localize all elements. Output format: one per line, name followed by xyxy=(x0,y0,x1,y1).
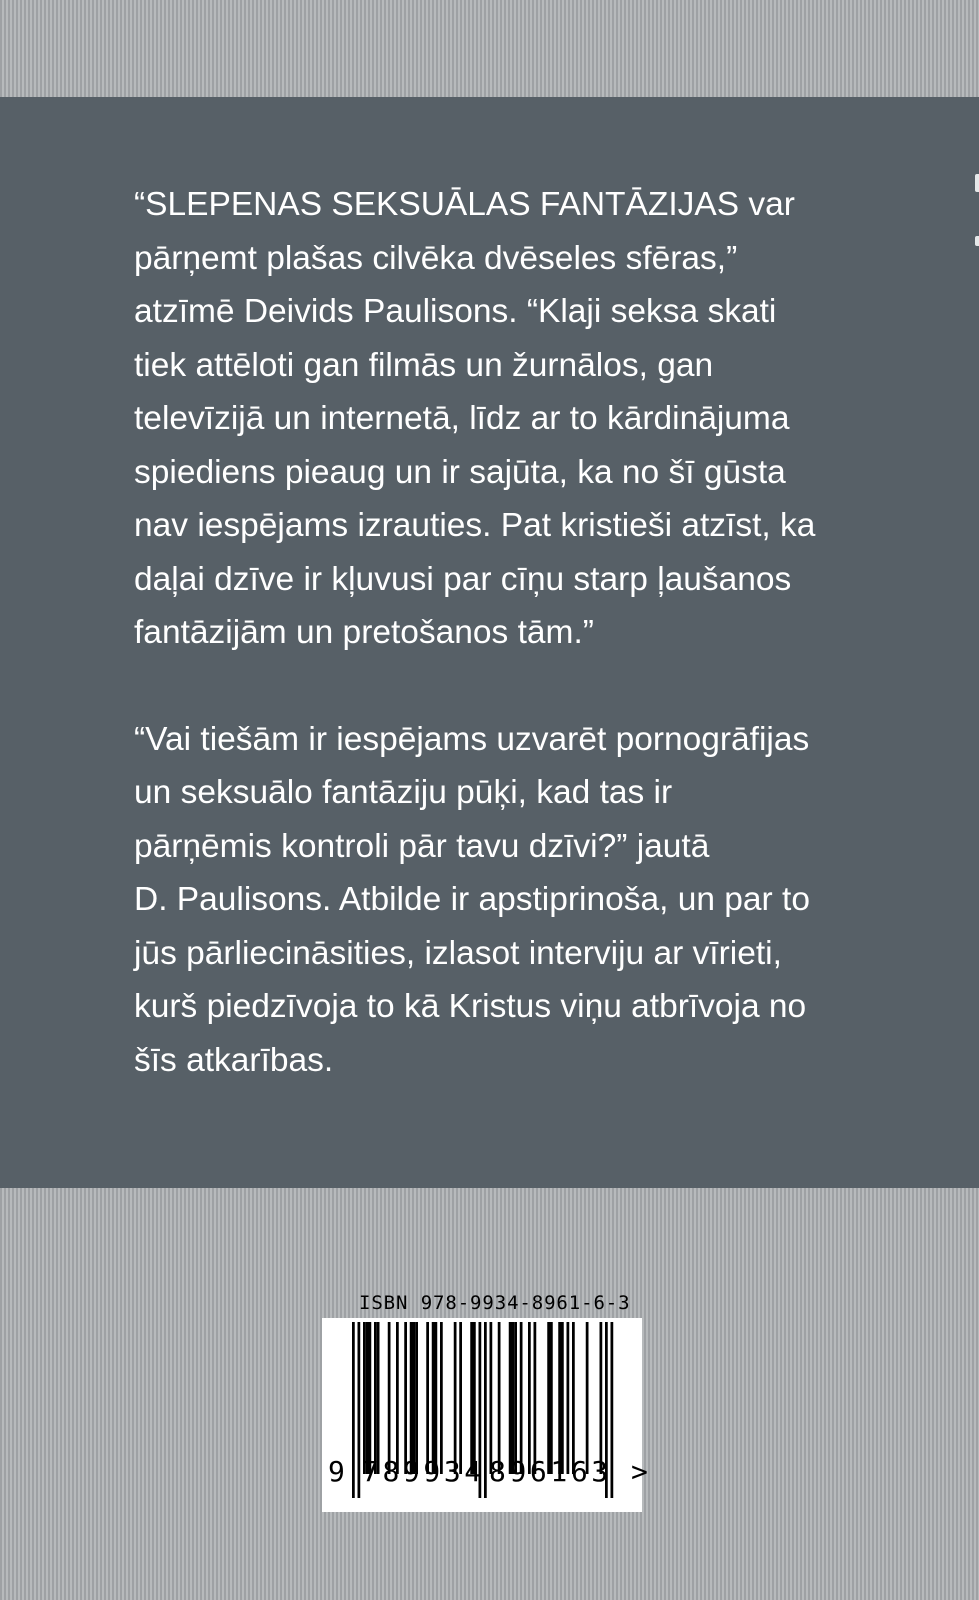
blurb-line: šīs atkarības. xyxy=(134,1041,334,1079)
barcode-bar xyxy=(520,1322,523,1474)
barcode-bar xyxy=(440,1322,443,1474)
ean-first-digit: 9 xyxy=(328,1455,345,1488)
ean-right-group: 896163 xyxy=(489,1455,612,1488)
barcode-bar xyxy=(363,1322,366,1474)
barcode-bar xyxy=(358,1322,361,1498)
barcode-bar xyxy=(352,1322,355,1498)
blurb-line: daļai dzīve ir kļuvusi par cīņu starp ļaušanos xyxy=(134,560,792,598)
barcode-bar xyxy=(561,1322,564,1474)
barcode-bar xyxy=(470,1322,473,1474)
back-cover-blurb xyxy=(134,178,914,1087)
blurb-line: spiediens pieaug un ir sajūta, ka no šī gūsta xyxy=(134,453,786,491)
barcode-bar xyxy=(572,1322,575,1474)
blurb-line: tiek attēloti gan filmās un žurnālos, gan xyxy=(134,346,714,384)
barcode-bar xyxy=(558,1322,561,1474)
barcode-bar xyxy=(366,1322,369,1474)
blurb-line: nav iespējams izrauties. Pat kristieši atzīst, ka xyxy=(134,507,816,544)
blurb-line: kurš piedzīvoja to kā Kristus viņu atbrīvoja no xyxy=(134,988,807,1025)
blurb-line: un seksuālo fantāziju pūķi, kad tas ir xyxy=(134,774,673,811)
barcode-bar xyxy=(498,1322,501,1474)
barcode-bar xyxy=(374,1322,377,1474)
ean-tail-mark: > xyxy=(631,1455,648,1488)
isbn-label: ISBN 978-9934-8961-6-3 xyxy=(359,1292,631,1314)
barcode-bar xyxy=(396,1322,399,1474)
barcode-bar xyxy=(404,1322,407,1474)
blurb-line: televīzijā un internetā, līdz ar to kārdinājuma xyxy=(134,400,790,437)
barcode-bar xyxy=(426,1322,429,1474)
blurb-line: “SLEPENAS SEKSUĀLAS FANTĀZIJAS var xyxy=(134,186,795,223)
isbn-barcode xyxy=(322,1292,648,1512)
barcode-bar xyxy=(473,1322,476,1474)
barcode-bar xyxy=(547,1322,550,1474)
barcode-bar xyxy=(490,1322,493,1474)
ean-left-group: 789934 xyxy=(362,1455,485,1488)
blurb-line: pārņēmis kontroli pār tavu dzīvi?” jautā xyxy=(134,827,710,865)
barcode-bar xyxy=(586,1322,589,1474)
barcode-bar xyxy=(514,1322,517,1474)
spine-edge-marks xyxy=(973,168,979,258)
barcode-bar xyxy=(534,1322,537,1474)
barcode-bar xyxy=(600,1322,603,1474)
blurb-line: atzīmē Deivids Paulisons. “Klaji seksa skati xyxy=(134,293,777,330)
barcode-bar xyxy=(410,1322,413,1474)
barcode-bar xyxy=(509,1322,512,1474)
barcode-bar xyxy=(415,1322,418,1474)
blurb-line: jūs pārliecināsities, izlasot interviju ar vīrieti, xyxy=(134,934,782,972)
barcode-bar xyxy=(377,1322,380,1474)
paragraph-gap xyxy=(134,660,914,713)
barcode-bar xyxy=(512,1322,515,1474)
blurb-line: “Vai tiešām ir iespējams uzvarēt pornogrāfijas xyxy=(134,720,810,758)
barcode-bar xyxy=(528,1322,531,1474)
barcode-bar xyxy=(454,1322,457,1474)
barcode-bar xyxy=(459,1322,462,1474)
barcode-bar xyxy=(413,1322,416,1474)
blurb-line: D. Paulisons. Atbilde ir apstiprinoša, un par to xyxy=(134,881,810,918)
barcode-bar xyxy=(432,1322,435,1474)
barcode-bar xyxy=(567,1322,570,1474)
blurb-line: fantāzijām un pretošanos tām.” xyxy=(134,614,594,651)
barcode-bar xyxy=(369,1322,372,1474)
blurb-line: pārņemt plašas cilvēka dvēseles sfēras,” xyxy=(134,239,738,277)
barcode-bar xyxy=(550,1322,553,1474)
barcode-bar xyxy=(435,1322,438,1474)
barcode-bar xyxy=(388,1322,391,1474)
